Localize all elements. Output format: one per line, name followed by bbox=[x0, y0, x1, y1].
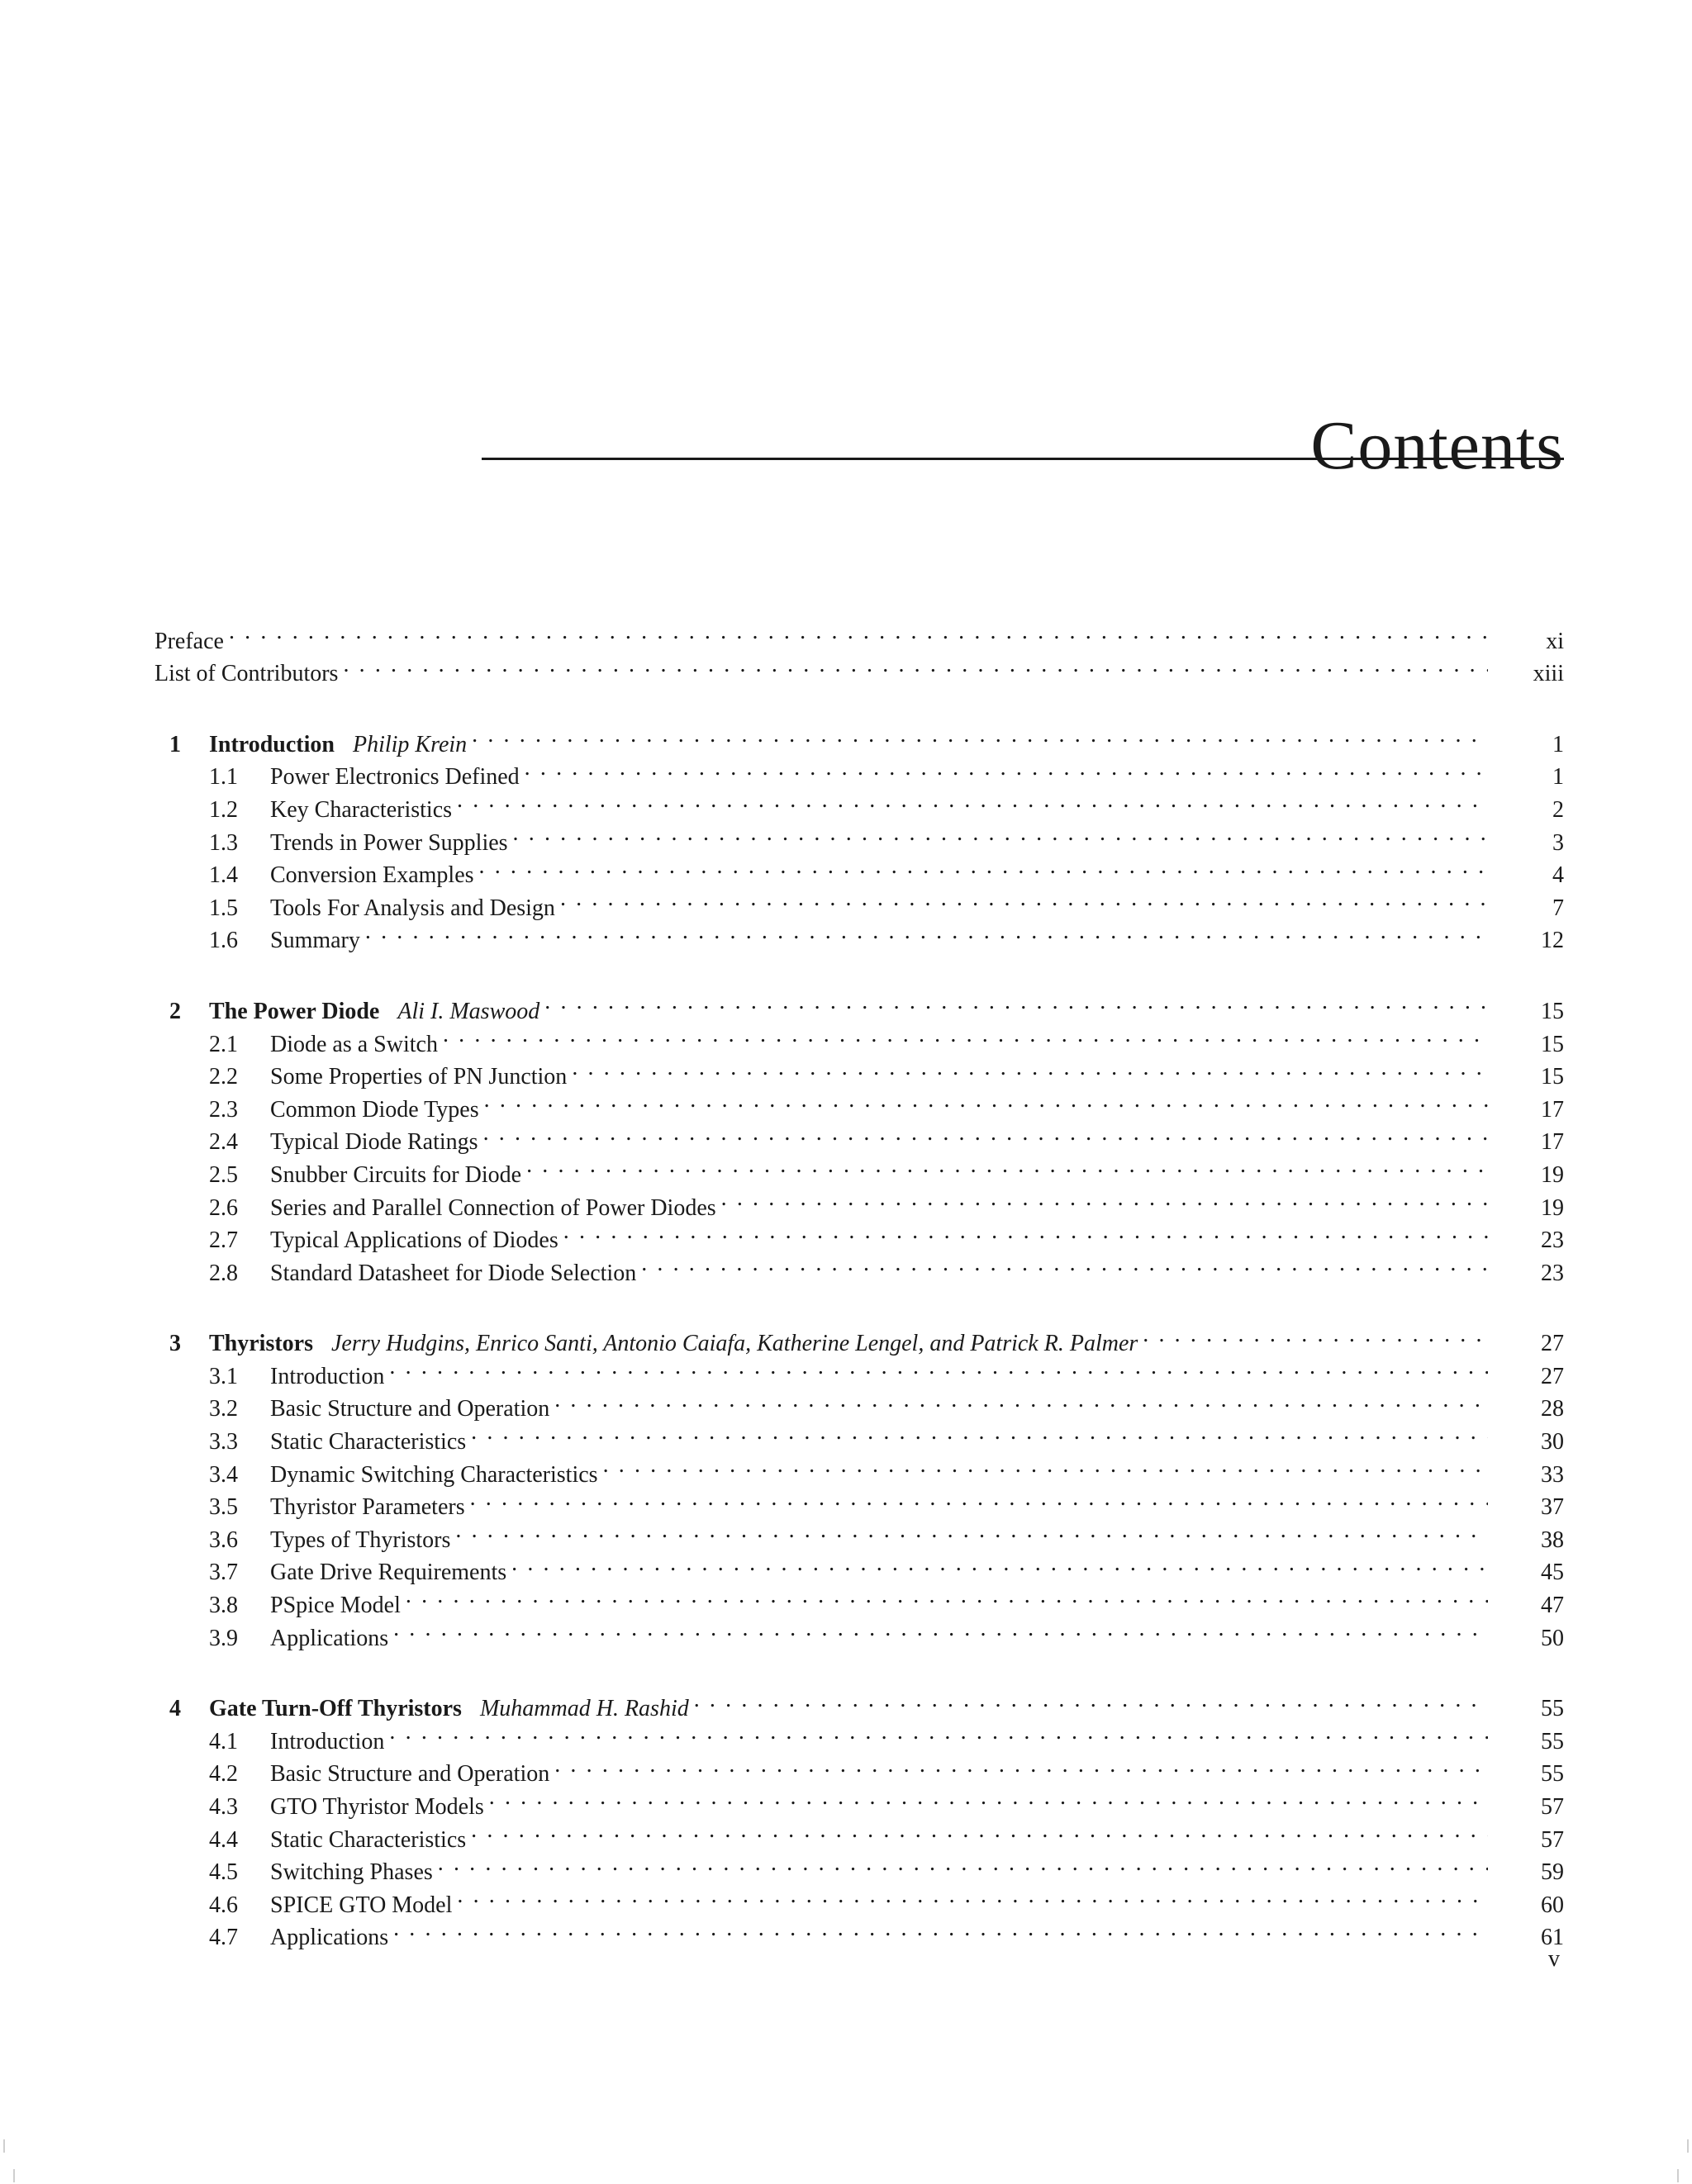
dot-leader bbox=[389, 1351, 1488, 1384]
crop-mark-right bbox=[1687, 2139, 1689, 2153]
section-title: Common Diode Types bbox=[270, 1096, 479, 1123]
dot-leader bbox=[438, 1847, 1488, 1880]
dot-leader bbox=[572, 1052, 1488, 1085]
section-page-number: 23 bbox=[1541, 1227, 1564, 1254]
dot-leader bbox=[471, 1814, 1488, 1847]
dot-leader bbox=[544, 985, 1488, 1018]
section-title: Static Characteristics bbox=[270, 1826, 467, 1853]
dot-leader bbox=[479, 850, 1488, 883]
entry-title: List of Contributors bbox=[154, 661, 339, 687]
dot-leader bbox=[457, 1879, 1488, 1912]
section-number: 4.1 bbox=[209, 1728, 238, 1754]
dot-leader bbox=[457, 784, 1488, 817]
section-title: Introduction bbox=[270, 1363, 385, 1389]
section-page-number: 28 bbox=[1541, 1396, 1564, 1422]
table-of-contents bbox=[154, 615, 1564, 1951]
section-page-number: 55 bbox=[1541, 1761, 1564, 1788]
section-title: Typical Applications of Diodes bbox=[270, 1227, 558, 1254]
dot-leader bbox=[471, 1416, 1488, 1449]
section-page-number: 15 bbox=[1541, 1031, 1564, 1057]
entry-title: Preface bbox=[154, 628, 224, 654]
dot-leader bbox=[393, 1612, 1488, 1645]
section-title: Snubber Circuits for Diode bbox=[270, 1161, 522, 1188]
section-number: 2.3 bbox=[209, 1096, 238, 1123]
dot-leader bbox=[1143, 1318, 1488, 1351]
chapter-page-number: 15 bbox=[1541, 998, 1564, 1024]
section-page-number: 59 bbox=[1541, 1859, 1564, 1886]
section-title: SPICE GTO Model bbox=[270, 1892, 453, 1918]
chapter-authors: Muhammad H. Rashid bbox=[479, 1696, 689, 1722]
section-number: 3.3 bbox=[209, 1429, 238, 1455]
section-title: Some Properties of PN Junction bbox=[270, 1064, 568, 1090]
section-title: Introduction bbox=[270, 1728, 385, 1754]
section-title: Typical Diode Ratings bbox=[270, 1129, 478, 1156]
dot-leader bbox=[694, 1683, 1488, 1716]
section-title: Power Electronics Defined bbox=[270, 764, 520, 791]
section-number: 1.1 bbox=[209, 764, 238, 791]
section-number: 1.3 bbox=[209, 829, 238, 856]
section-title: Standard Datasheet for Diode Selection bbox=[270, 1260, 637, 1286]
section-page-number: 57 bbox=[1541, 1794, 1564, 1820]
section-title: Trends in Power Supplies bbox=[270, 829, 508, 856]
section-title: Gate Drive Requirements bbox=[270, 1560, 507, 1586]
toc-entry-chapter[interactable] bbox=[154, 1683, 1564, 1722]
page-title: Contents bbox=[1310, 407, 1564, 485]
dot-leader bbox=[511, 1547, 1488, 1580]
toc-entry-chapter[interactable] bbox=[154, 719, 1564, 757]
section-number: 2.4 bbox=[209, 1129, 238, 1156]
section-page-number: 3 bbox=[1552, 829, 1564, 856]
section-page-number: 17 bbox=[1541, 1129, 1564, 1156]
section-title: PSpice Model bbox=[270, 1593, 401, 1619]
section-page-number: 23 bbox=[1541, 1260, 1564, 1286]
section-number: 4.2 bbox=[209, 1761, 238, 1788]
section-title: Tools For Analysis and Design bbox=[270, 895, 555, 921]
chapter-block bbox=[154, 719, 1564, 954]
section-number: 1.5 bbox=[209, 895, 238, 921]
section-number: 2.8 bbox=[209, 1260, 238, 1286]
entry-page-number: xi bbox=[1546, 628, 1564, 654]
entry-page-number: xiii bbox=[1533, 661, 1564, 687]
section-title: Summary bbox=[270, 928, 360, 954]
chapter-page-number: 1 bbox=[1552, 731, 1564, 757]
dot-leader bbox=[554, 1384, 1488, 1417]
toc-entry-section[interactable] bbox=[154, 915, 1564, 954]
section-page-number: 15 bbox=[1541, 1064, 1564, 1090]
dot-leader bbox=[389, 1716, 1488, 1749]
section-number: 3.8 bbox=[209, 1593, 238, 1619]
section-title: GTO Thyristor Models bbox=[270, 1794, 484, 1820]
chapter-block bbox=[154, 1318, 1564, 1651]
section-page-number: 12 bbox=[1541, 928, 1564, 954]
chapter-heading bbox=[209, 729, 467, 762]
section-page-number: 57 bbox=[1541, 1826, 1564, 1853]
section-number: 1.4 bbox=[209, 862, 238, 889]
section-number: 4.3 bbox=[209, 1794, 238, 1820]
dot-leader bbox=[229, 615, 1488, 648]
section-page-number: 7 bbox=[1552, 895, 1564, 921]
section-number: 3.9 bbox=[209, 1625, 238, 1651]
section-page-number: 19 bbox=[1541, 1161, 1564, 1188]
dot-leader bbox=[483, 1117, 1488, 1150]
dot-leader bbox=[393, 1912, 1488, 1945]
section-title: Series and Parallel Connection of Power Diodes bbox=[270, 1194, 716, 1221]
section-page-number: 37 bbox=[1541, 1494, 1564, 1521]
section-number: 1.2 bbox=[209, 796, 238, 823]
section-number: 2.6 bbox=[209, 1194, 238, 1221]
dot-leader bbox=[560, 882, 1488, 915]
chapter-block bbox=[154, 985, 1564, 1286]
page-number: v bbox=[1548, 1946, 1560, 1972]
section-number: 1.6 bbox=[209, 928, 238, 954]
dot-leader bbox=[455, 1514, 1488, 1547]
dot-leader bbox=[489, 1781, 1488, 1814]
section-title: Diode as a Switch bbox=[270, 1031, 438, 1057]
section-title: Applications bbox=[270, 1625, 389, 1651]
chapter-page-number: 55 bbox=[1541, 1696, 1564, 1722]
section-page-number: 50 bbox=[1541, 1625, 1564, 1651]
toc-entry-chapter[interactable] bbox=[154, 985, 1564, 1024]
dot-leader bbox=[406, 1579, 1488, 1612]
chapter-title: Introduction bbox=[209, 731, 335, 757]
section-page-number: 38 bbox=[1541, 1526, 1564, 1553]
dot-leader bbox=[484, 1084, 1488, 1117]
toc-entry-chapter[interactable] bbox=[154, 1318, 1564, 1357]
section-number: 4.6 bbox=[209, 1892, 238, 1918]
toc-entry-front-matter[interactable] bbox=[154, 648, 1564, 687]
front-matter-list bbox=[154, 615, 1564, 687]
section-page-number: 4 bbox=[1552, 862, 1564, 889]
chapter-number: 1 bbox=[169, 731, 181, 757]
section-title: Thyristor Parameters bbox=[270, 1494, 465, 1521]
section-title: Types of Thyristors bbox=[270, 1526, 451, 1553]
section-page-number: 55 bbox=[1541, 1728, 1564, 1754]
crop-mark-right-bottom bbox=[1677, 2169, 1679, 2182]
dot-leader bbox=[472, 719, 1488, 752]
chapter-title: Gate Turn-Off Thyristors bbox=[209, 1696, 462, 1722]
section-number: 2.1 bbox=[209, 1031, 238, 1057]
section-number: 2.5 bbox=[209, 1161, 238, 1188]
chapter-number: 2 bbox=[169, 998, 181, 1024]
chapter-page-number: 27 bbox=[1541, 1331, 1564, 1357]
section-page-number: 33 bbox=[1541, 1461, 1564, 1488]
section-number: 3.6 bbox=[209, 1526, 238, 1553]
section-title: Applications bbox=[270, 1925, 389, 1951]
section-page-number: 30 bbox=[1541, 1429, 1564, 1455]
section-title: Switching Phases bbox=[270, 1859, 433, 1886]
dot-leader bbox=[343, 648, 1488, 681]
dot-leader bbox=[526, 1149, 1488, 1182]
dot-leader bbox=[641, 1247, 1488, 1280]
chapter-title: Thyristors bbox=[209, 1331, 313, 1357]
section-number: 4.5 bbox=[209, 1859, 238, 1886]
dot-leader bbox=[365, 915, 1488, 948]
chapter-title: The Power Diode bbox=[209, 998, 380, 1024]
section-number: 2.7 bbox=[209, 1227, 238, 1254]
section-title: Basic Structure and Operation bbox=[270, 1396, 550, 1422]
section-page-number: 2 bbox=[1552, 796, 1564, 823]
chapter-authors: Ali I. Maswood bbox=[397, 998, 540, 1024]
crop-mark-left-bottom bbox=[13, 2169, 15, 2182]
section-page-number: 60 bbox=[1541, 1892, 1564, 1918]
section-title: Key Characteristics bbox=[270, 796, 453, 823]
section-number: 3.7 bbox=[209, 1560, 238, 1586]
section-page-number: 47 bbox=[1541, 1593, 1564, 1619]
section-page-number: 27 bbox=[1541, 1363, 1564, 1389]
dot-leader bbox=[470, 1482, 1488, 1515]
section-number: 4.4 bbox=[209, 1826, 238, 1853]
dot-leader bbox=[525, 752, 1488, 785]
section-number: 3.1 bbox=[209, 1363, 238, 1389]
section-number: 3.2 bbox=[209, 1396, 238, 1422]
dot-leader bbox=[721, 1182, 1488, 1215]
dot-leader bbox=[563, 1215, 1488, 1248]
chapter-block bbox=[154, 1683, 1564, 1951]
section-page-number: 1 bbox=[1552, 764, 1564, 791]
chapter-authors: Jerry Hudgins, Enrico Santi, Antonio Caiafa, Katherine Lengel, and Patrick R. Palmer bbox=[331, 1331, 1138, 1357]
section-page-number: 19 bbox=[1541, 1194, 1564, 1221]
toc-entry-front-matter[interactable] bbox=[154, 615, 1564, 654]
section-title: Basic Structure and Operation bbox=[270, 1761, 550, 1788]
dot-leader bbox=[554, 1749, 1488, 1782]
section-number: 4.7 bbox=[209, 1925, 238, 1951]
section-page-number: 61 bbox=[1541, 1925, 1564, 1951]
section-number: 2.2 bbox=[209, 1064, 238, 1090]
section-title: Conversion Examples bbox=[270, 862, 474, 889]
section-page-number: 17 bbox=[1541, 1096, 1564, 1123]
chapter-authors: Philip Krein bbox=[352, 731, 468, 757]
dot-leader bbox=[603, 1449, 1488, 1482]
section-number: 3.4 bbox=[209, 1461, 238, 1488]
chapter-number: 4 bbox=[169, 1696, 181, 1722]
dot-leader bbox=[443, 1018, 1488, 1052]
dot-leader bbox=[513, 817, 1488, 850]
section-title: Dynamic Switching Characteristics bbox=[270, 1461, 598, 1488]
section-page-number: 45 bbox=[1541, 1560, 1564, 1586]
title-rule bbox=[482, 458, 1564, 460]
section-number: 3.5 bbox=[209, 1494, 238, 1521]
section-title: Static Characteristics bbox=[270, 1429, 467, 1455]
crop-mark-left bbox=[3, 2139, 5, 2153]
chapter-number: 3 bbox=[169, 1331, 181, 1357]
chapter-list bbox=[154, 719, 1564, 1951]
